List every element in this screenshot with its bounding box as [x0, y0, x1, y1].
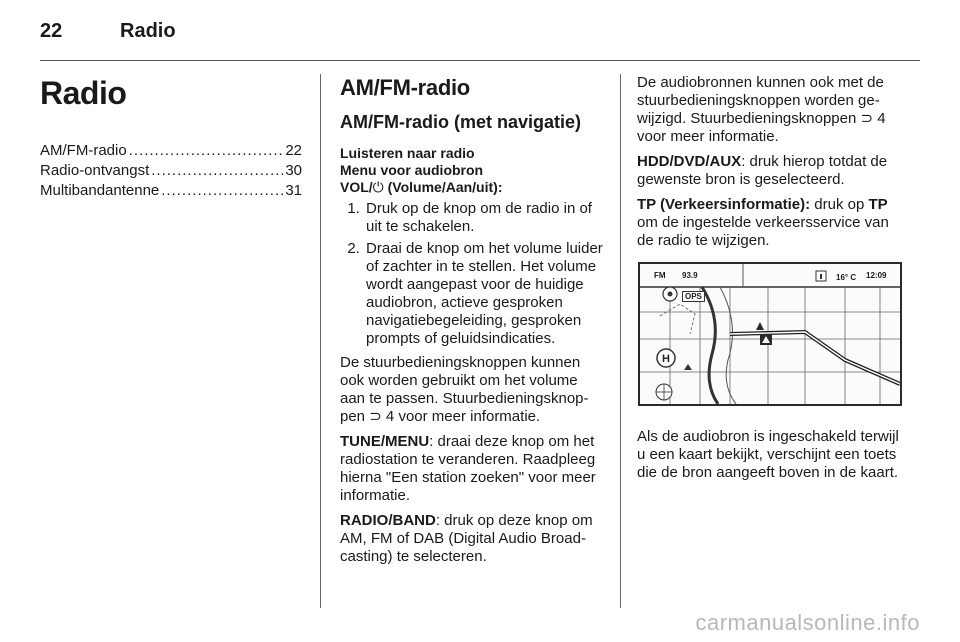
tp-label: TP (Verkeersinformatie):: [637, 196, 811, 213]
toc-item[interactable]: [40, 182, 302, 200]
chapter-title: Radio: [40, 75, 127, 111]
map-source-paragraph: Als de audiobron is ingeschakeld terwijl u een kaart bekijkt, verschijnt een toets die de bron aangeeft boven in de kaart.: [637, 428, 899, 481]
radio-band-label: RADIO/BAND: [340, 512, 436, 529]
section-subheading: AM/FM-radio (met navigatie): [340, 112, 582, 132]
header-divider: [40, 60, 920, 61]
table-of-contents: [40, 142, 302, 200]
hdd-dvd-aux-text: : druk hierop totdat de gewenste bron is geselecteerd.: [637, 153, 888, 188]
toc-leader: [129, 142, 284, 160]
toc-item[interactable]: [40, 142, 302, 160]
hdd-dvd-aux-label: HDD/DVD/AUX: [637, 153, 742, 170]
radio-band-text: : druk op deze knop om AM, FM of DAB (Digital Audio Broadcasting) te selecteren.: [340, 512, 593, 565]
left-column: [40, 74, 302, 202]
map-source-button[interactable]: OPS: [682, 291, 705, 302]
poi-icon: [663, 287, 677, 301]
toc-item-label: Multibandantenne: [40, 182, 160, 199]
toc-item-label: AM/FM-radio: [40, 142, 127, 159]
toc-leader: [151, 162, 283, 180]
vol-knob-heading: [340, 179, 604, 196]
tp-text-2: om de ingestelde verkeersservice van de radio te wijzigen.: [637, 214, 889, 249]
tune-menu-paragraph: [340, 433, 604, 505]
compass-icon: [656, 384, 672, 400]
toc-item-label: Radio-ontvangst: [40, 162, 150, 179]
column-divider-1: [320, 74, 321, 608]
list-item: 2. Draai de knop om het volume luider of zachter in te stellen. Het volume wordt aangepast voor de huidige audiobron, actieve gesproken navigatiebegeleiding, gesproken prompts of geluidsindicaties.: [364, 240, 604, 348]
audio-source-paragraph: De audiobronnen kunnen ook met de stuurbedieningsknoppen worden gewijzigd. Stuurbedieningsknoppen ⊃ 4 voor meer informatie.: [637, 74, 886, 145]
topic-heading: Luisteren naar radio: [340, 145, 475, 161]
radio-band-paragraph: [340, 512, 604, 566]
tp-text-1: druk op: [810, 196, 869, 213]
tune-menu-label: TUNE/MENU: [340, 433, 430, 450]
page-number: 22: [40, 20, 63, 42]
toc-item[interactable]: [40, 162, 302, 180]
spacer: [637, 412, 907, 428]
vol-label-rest: (Volume/Aan/uit):: [383, 179, 503, 195]
map-frequency: 93.9: [682, 271, 698, 280]
tp-button-label: TP: [868, 196, 888, 213]
column-divider-2: [620, 74, 621, 608]
middle-column: [340, 74, 604, 573]
power-icon: ⏻: [372, 179, 384, 195]
watermark: carmanualsonline.info: [695, 610, 920, 635]
steering-controls-paragraph: De stuurbedieningsknoppen kunnen ook worden gebruikt om het volume aan te passen. Stuurbedieningsknoppen ⊃ 4 voor meer informatie.: [340, 354, 589, 425]
map-temperature: 16° C: [836, 273, 857, 282]
tp-paragraph: [637, 196, 907, 250]
toc-item-page: 31: [285, 182, 302, 199]
map-time: 12:09: [866, 271, 887, 280]
header-title: Radio: [120, 20, 176, 42]
map-graphic: [640, 264, 900, 404]
navigation-map-illustration: [638, 262, 902, 406]
right-column: [637, 74, 907, 489]
steps-list: [340, 200, 604, 348]
section-heading: AM/FM-radio: [340, 75, 470, 100]
toc-item-page: 30: [285, 162, 302, 179]
page-header: [40, 20, 920, 46]
list-item: 1. Druk op de knop om de radio in of uit te schakelen.: [364, 200, 604, 236]
topic-subheading: Menu voor audiobron: [340, 162, 484, 178]
parking-icon: [657, 349, 675, 367]
vol-label: VOL/: [340, 179, 373, 195]
info-icon: [816, 271, 826, 281]
hdd-dvd-aux-paragraph: [637, 153, 907, 189]
svg-text:H: H: [662, 353, 670, 365]
tune-menu-text: : draai deze knop om het radiostation te veranderen. Raadpleeg hierna "Een station zoeken" voor meer informatie.: [340, 433, 596, 504]
toc-leader: [161, 182, 283, 200]
map-band: FM: [654, 271, 666, 280]
toc-item-page: 22: [285, 142, 302, 159]
